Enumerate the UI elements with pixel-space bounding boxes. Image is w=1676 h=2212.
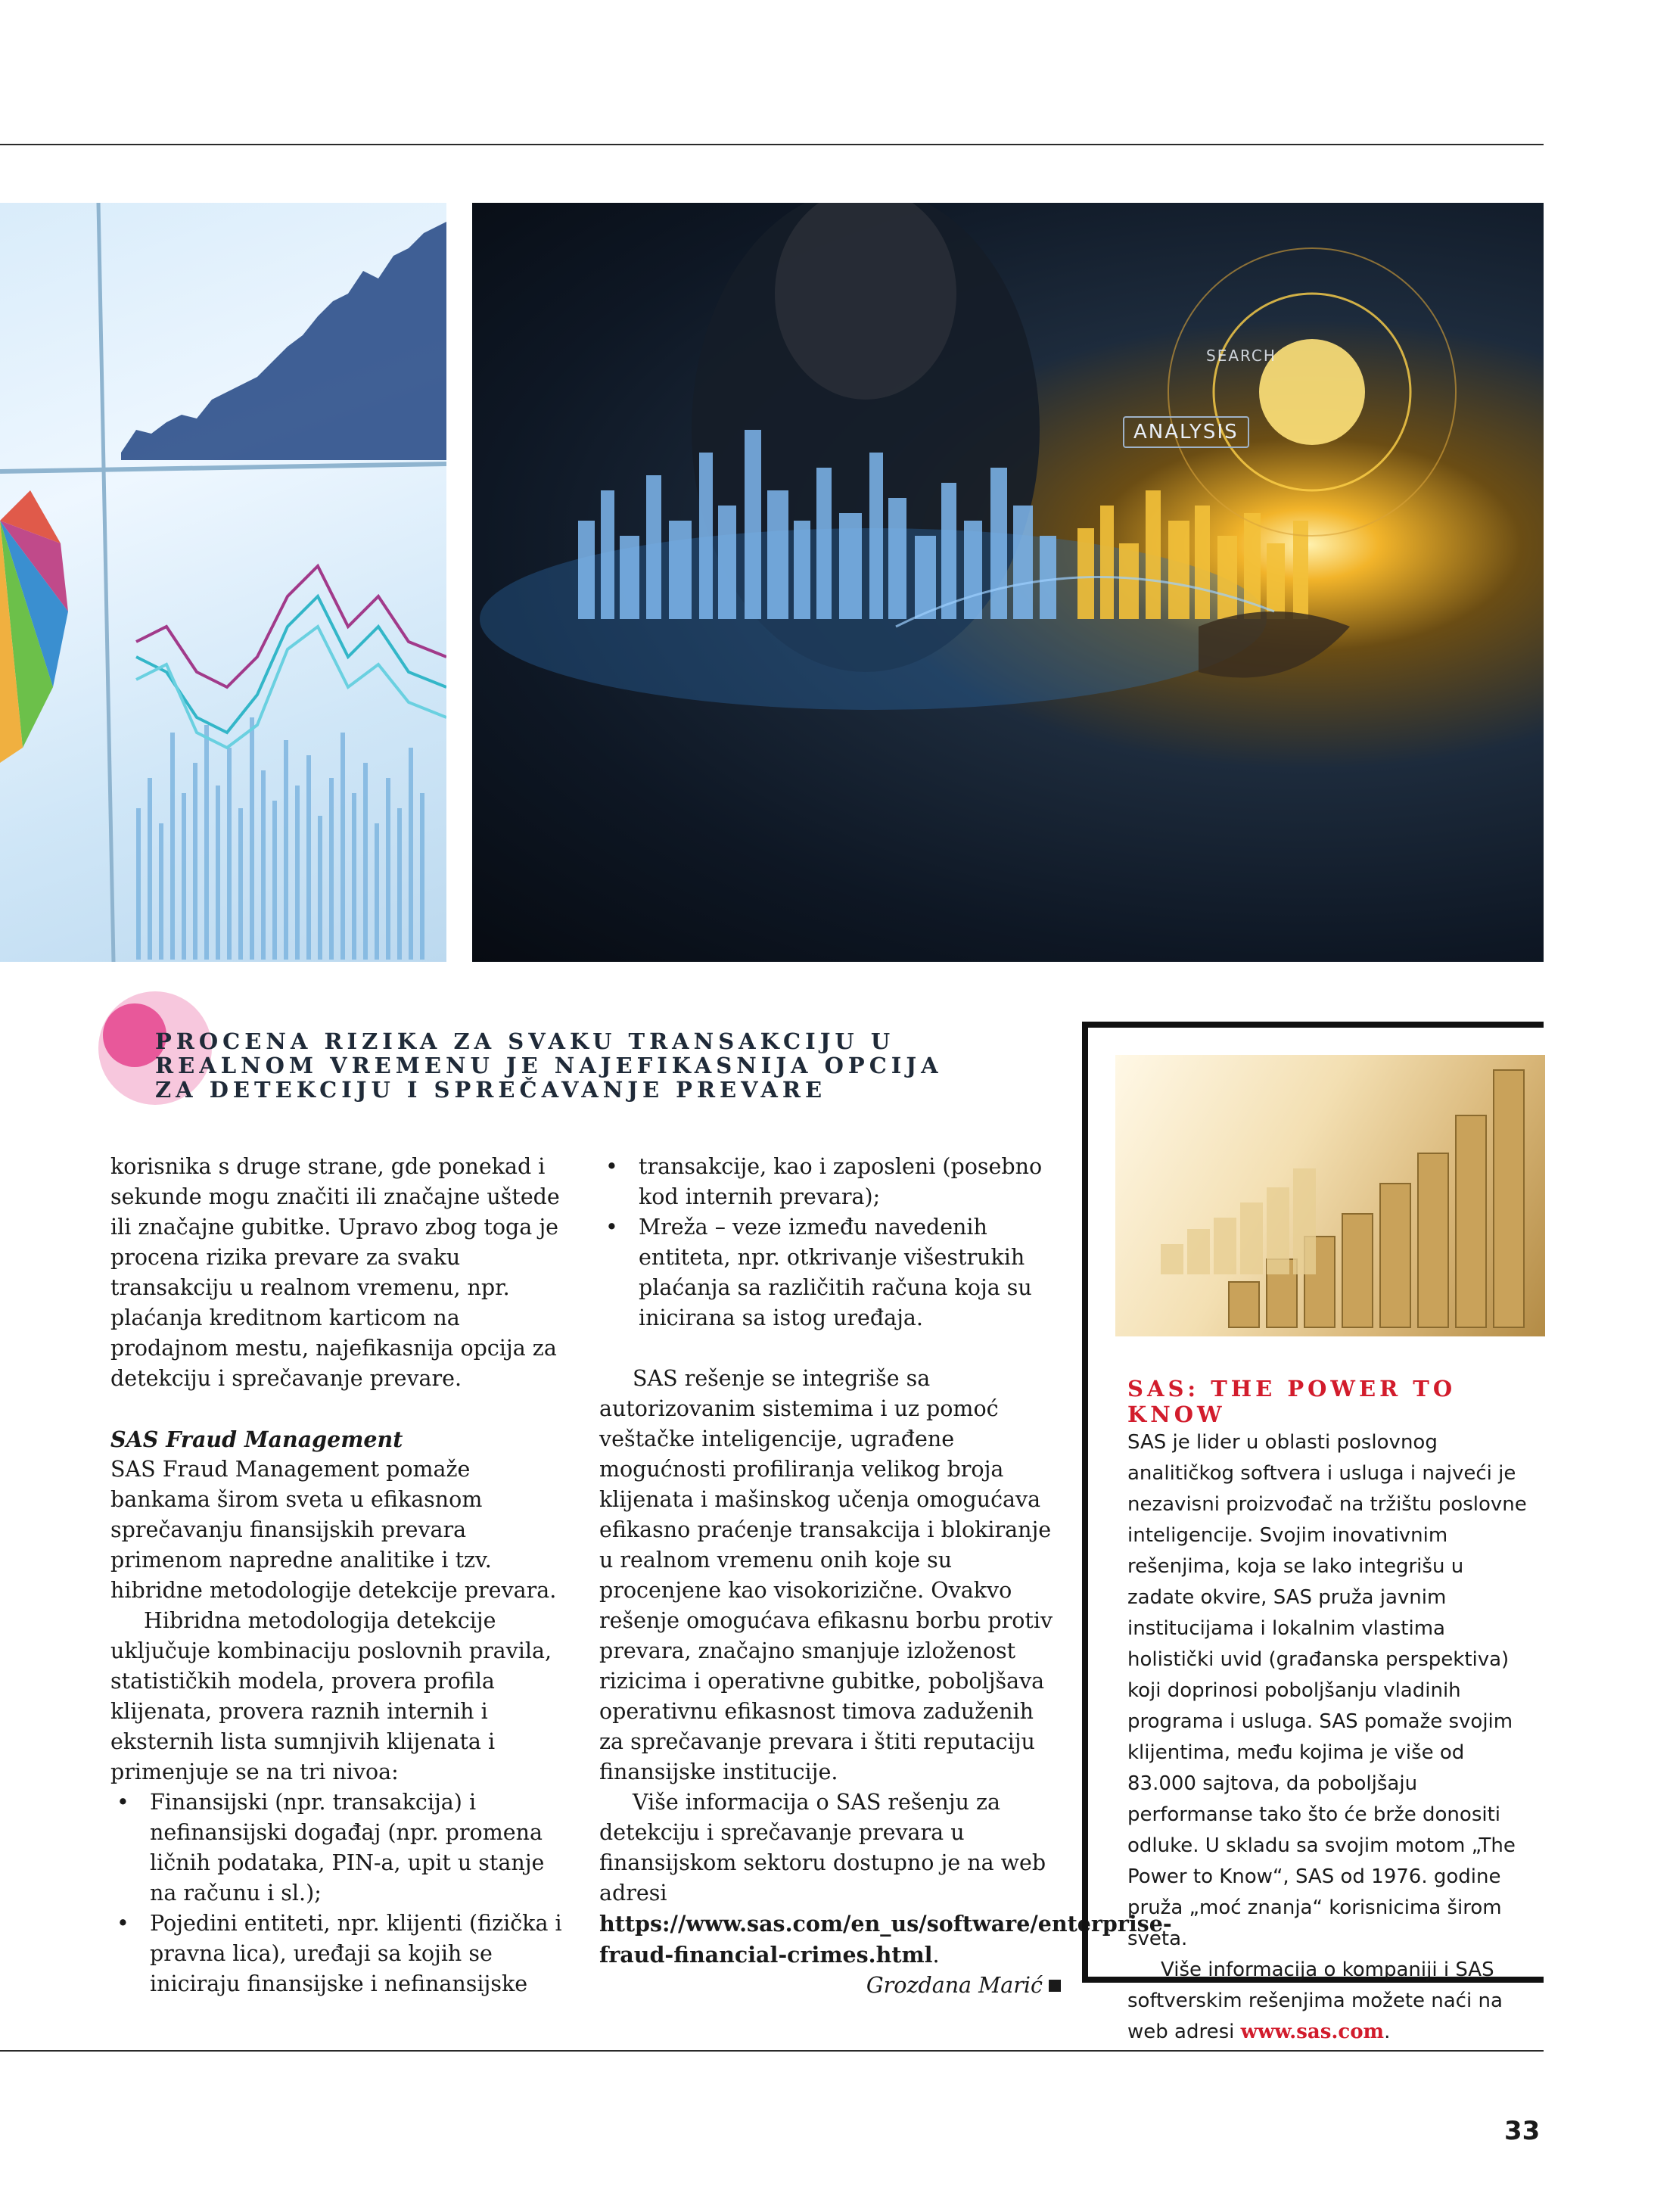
list-item: • Pojedini entiteti, npr. klijenti (fizička i pravna lica), uređaji sa kojih se iniciraju finansijske i nefinansijske xyxy=(110,1909,564,1999)
list-item: • Mreža – veze između navedenih entiteta, npr. otkrivanje višestrukih plaćanja sa različitih računa koja su inicirana sa istog uređaja. xyxy=(599,1212,1061,1333)
sidebar-title: SAS: THE POWER TO KNOW xyxy=(1127,1376,1457,1427)
hand-shape xyxy=(1199,611,1350,678)
sas-website-link[interactable]: www.sas.com xyxy=(1240,2021,1385,2043)
list-item-continued xyxy=(599,1152,1061,1212)
hud-analysis-label: ANALYSIS xyxy=(1123,416,1249,448)
article-column-2 xyxy=(599,1152,1172,2001)
bottom-rule xyxy=(0,2050,1544,2052)
column2-paragraph-2-suffix: . xyxy=(932,1943,940,1968)
chart-wall-illustration xyxy=(0,203,446,962)
sidebar-paragraph-2 xyxy=(1127,1955,1536,2048)
sidebar-paragraph-1: SAS je lider u oblasti poslovnog analitičkog softvera i usluga i najveći je nezavisni proizvođač na tržištu poslovne inteligencije. Svojim inovativnim rešenjima, koja se lako integrišu u zadate okvire, SAS pruža javnim institucijama i lokalnim vlastima holistički uvid (građanska perspektiva) koji doprinosi poboljšanju vladinih programa i usluga. SAS pomaže svojim klijentima, među kojima je više od 83.000 sajtova, da poboljšaju performanse tako što će brže donositi odluke. U skladu sa svojim motom „The Power to Know“, SAS od 1976. godine pruža „moć znanja“ korisnicima širom sveta. xyxy=(1127,1431,1527,1950)
sidebar-paragraph-2-suffix: . xyxy=(1384,2021,1391,2043)
column2-paragraph-2-prefix: Više informacija o SAS rešenju za detekciju i sprečavanje prevara u finansijskom sektoru dostupno je na web adresi xyxy=(599,1790,1046,1906)
gold-bars-photo xyxy=(1115,1055,1545,1336)
column1-paragraph-1: SAS Fraud Management pomaže bankama širom sveta u efikasnom sprečavanju finansijskih prevara primenom napredne analitike i tzv. hibridne metodologije detekcije prevara. xyxy=(110,1457,557,1603)
author-name: Grozdana Marić xyxy=(866,1973,1043,1998)
hud-search-label: SEARCH xyxy=(1206,347,1276,365)
hero-illustration xyxy=(472,203,1544,962)
column1-intro: korisnika s druge strane, gde ponekad i sekunde mogu značiti ili značajne uštede ili značajne gubitke. Upravo zbog toga je procena rizika prevare za svaku transakciju u realnom vremenu, npr. plaćanja kreditnom karticom na prodajnom mestu, najefikasnija opcija za detekciju i sprečavanje prevare. xyxy=(110,1154,560,1391)
fraud-solution-link[interactable]: https://www.sas.com/en_us/software/enterprise-fraud-financial-crimes.html xyxy=(599,1911,1172,1968)
section-subhead: SAS Fraud Management xyxy=(110,1426,403,1452)
list-item: • Finansijski (npr. transakcija) i nefinansijski događaj (npr. promena ličnih podataka, PIN-a, upit u stanje na računu i sl.); xyxy=(110,1787,564,1909)
pull-quote: PROCENA RIZIKA ZA SVAKU TRANSAKCIJU U REALNOM VREMENU JE NAJEFIKASNIJA OPCIJA ZA DETEKCIJU I SPREČAVANJE PREVARE xyxy=(155,1028,943,1103)
top-rule xyxy=(0,144,1544,145)
column1-paragraph-2: Hibridna metodologija detekcije uključuje kombinaciju poslovnih pravila, statističkih modela, provera profila klijenata, provera raznih internih i eksternih lista sumnjivih klijenata i primenjuje se na tri nivoa: xyxy=(110,1608,552,1784)
area-chart-top xyxy=(121,222,446,460)
business-analysis-hero-photo xyxy=(472,203,1544,962)
sidebar-paragraph-2-prefix: Više informacija o kompaniji i SAS softverskim rešenjima možete naći na web adresi xyxy=(1127,1958,1503,2043)
author-signature xyxy=(599,1971,1061,2001)
levels-list xyxy=(110,1787,564,1999)
bar-chart-bottom xyxy=(136,717,424,960)
sas-sidebar-box xyxy=(1082,1022,1544,2043)
sidebar-text xyxy=(1127,1427,1536,2048)
continued-list xyxy=(599,1152,1061,1333)
article-column-1 xyxy=(110,1152,564,1999)
line-chart xyxy=(136,566,446,748)
column2-paragraph-2 xyxy=(599,1787,1172,1971)
chart-wall-photo xyxy=(0,203,446,962)
pie-chart xyxy=(0,490,68,763)
gold-bars-illustration xyxy=(1115,1055,1545,1336)
page-number: 33 xyxy=(1504,2116,1541,2146)
continued-text: transakcije, kao i zaposleni (posebno kod internih prevara); xyxy=(639,1154,1043,1209)
column2-paragraph-1: SAS rešenje se integriše sa autorizovanim sistemima i uz pomoć veštačke inteligencije, ugrađene mogućnosti profiliranja velikog broja klijenata i mašinskog učenja omogućava efikasno praćenje transakcija i blokiranje u realnom vremenu onih koje su procenjene kao visokorizične. Ovakvo rešenje omogućava efikasnu borbu protiv prevara, značajno smanjuje izloženost rizicima i operativne gubitke, poboljšava operativnu efikasnost timova zaduženih za sprečavanje prevara i štiti reputaciju finansijske institucije. xyxy=(599,1366,1053,1784)
end-square-icon xyxy=(1049,1980,1061,1992)
